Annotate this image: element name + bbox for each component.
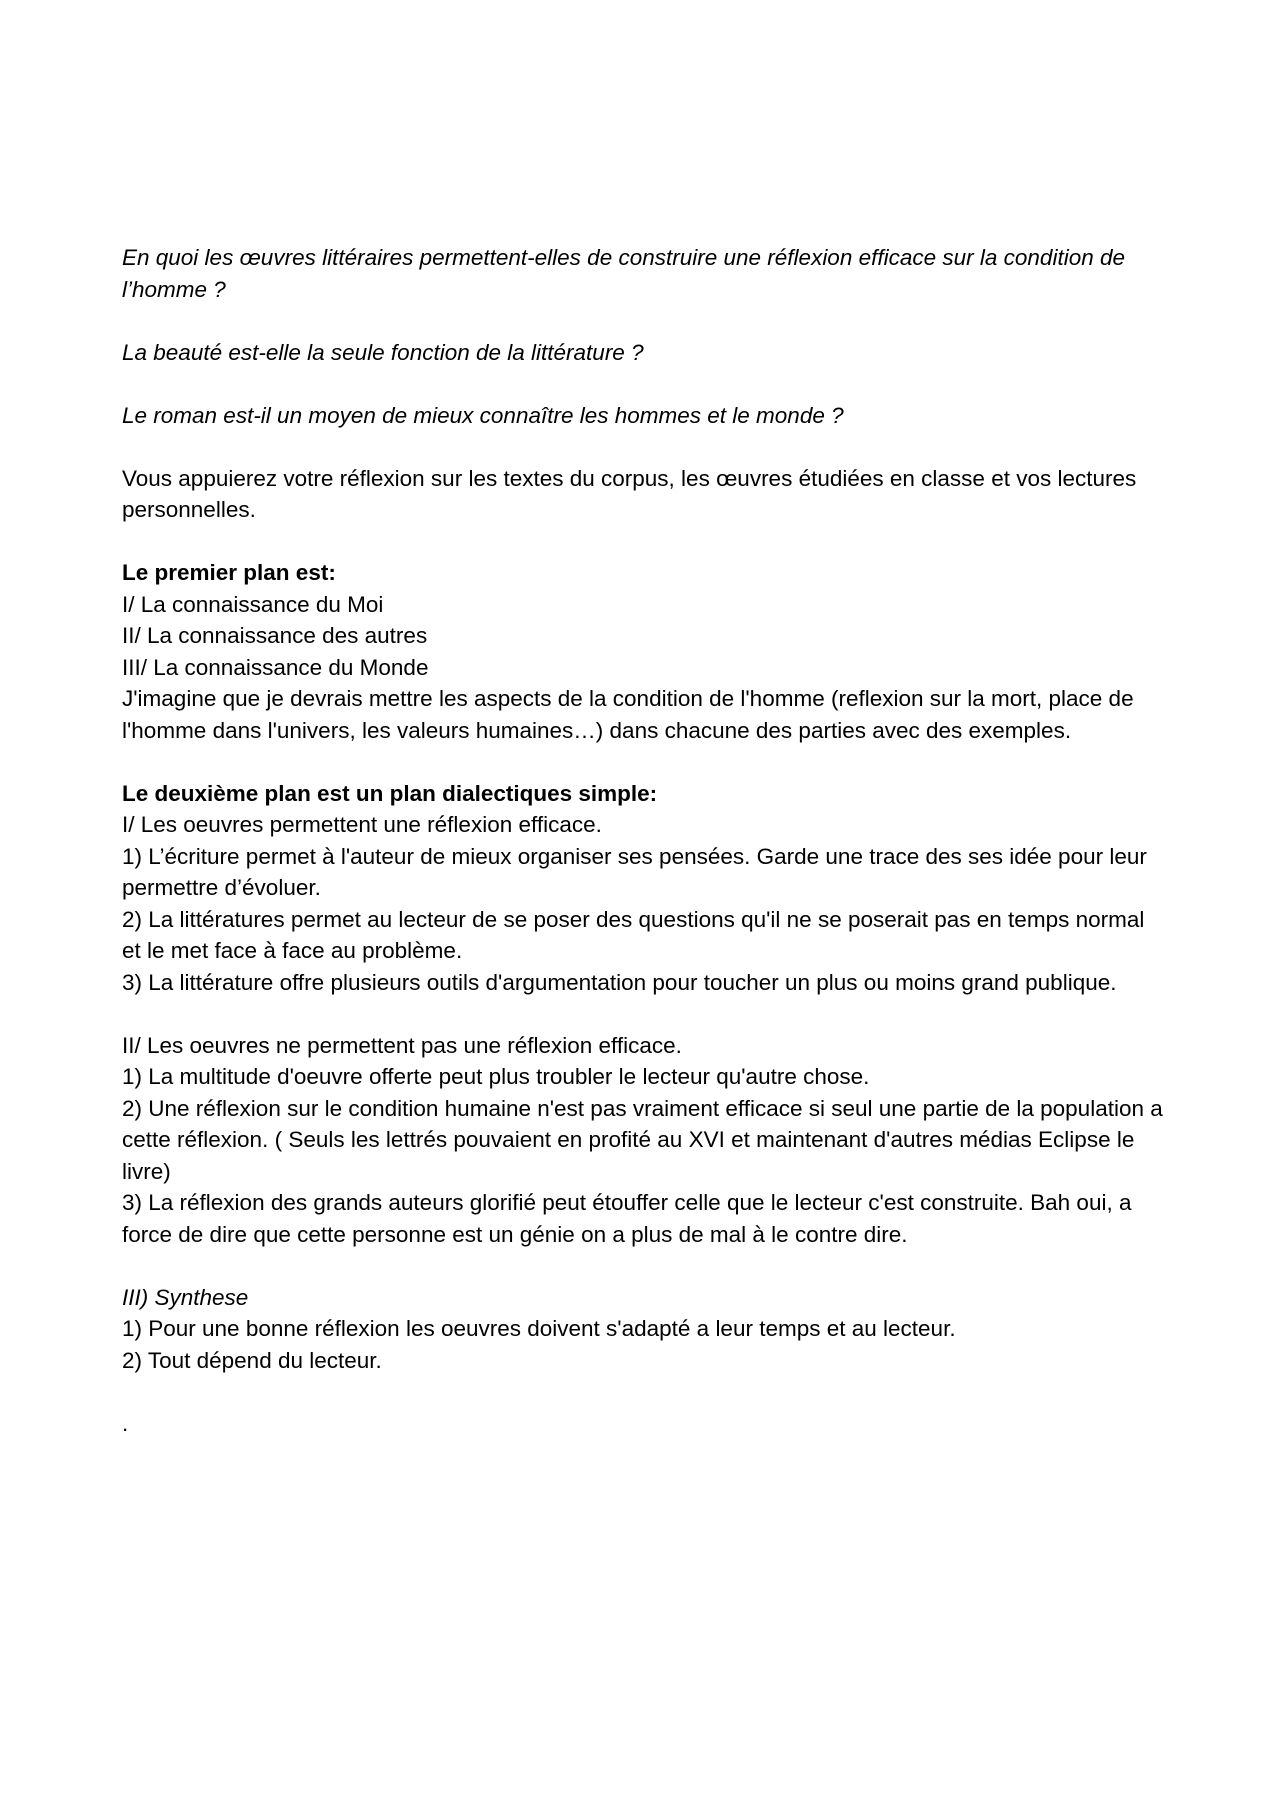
spacer <box>122 998 1167 1030</box>
spacer <box>122 1376 1167 1408</box>
question-3: Le roman est-il un moyen de mieux connaître les hommes et le monde ? <box>122 402 844 428</box>
plan1-item: III/ La connaissance du Monde <box>122 654 429 680</box>
spacer <box>122 431 1167 463</box>
spacer <box>122 746 1167 778</box>
spacer <box>122 305 1167 337</box>
plan2-part1-point: 2) La littératures permet au lecteur de se poser des questions qu'il ne se poserait pas en temps normal et le met face à face au problème. <box>122 906 1145 963</box>
plan1-item: II/ La connaissance des autres <box>122 623 428 648</box>
question-1: En quoi les œuvres littéraires permettent-elles de construire une réflexion efficace sur la condition de l’homme ? <box>122 245 1125 302</box>
spacer <box>122 1250 1167 1282</box>
plan1-note: J'imagine que je devrais mettre les aspects de la condition de l'homme (reflexion sur la mort, place de l'homme dans l'univers, les valeurs humaines…) dans chacune des parties avec des exemples. <box>122 686 1134 743</box>
plan2-part2-point: 3) La réflexion des grands auteurs glorifié peut étouffer celle que le lecteur c'est construite. Bah oui, a force de dire que cette personne est un génie on a plus de mal à le contre dire. <box>122 1190 1132 1247</box>
plan2-part2-point: 2) Une réflexion sur le condition humaine n'est pas vraiment efficace si seul une partie de la population a cette réflexion. ( Seuls les lettrés pouvaient en profité au XVI et maintenant d'autres médias Eclipse le livre) <box>122 1095 1163 1184</box>
plan2-part2-point: 1) La multitude d'oeuvre offerte peut plus troubler le lecteur qu'autre chose. <box>122 1064 870 1089</box>
plan2-part3-title: III) Synthese <box>122 1284 249 1310</box>
plan2-part1-point: 3) La littérature offre plusieurs outils d'argumentation pour toucher un plus ou moins grand publique. <box>122 969 1117 995</box>
plan2-part2-title: II/ Les oeuvres ne permettent pas une réflexion efficace. <box>122 1032 682 1058</box>
plan2-part3-point: 2) Tout dépend du lecteur. <box>122 1347 382 1373</box>
spacer <box>122 526 1167 558</box>
spacer <box>122 368 1167 400</box>
plan1-item: I/ La connaissance du Moi <box>122 591 384 617</box>
plan1-heading: Le premier plan est: <box>122 560 336 585</box>
plan2-part3-point: 1) Pour une bonne réflexion les oeuvres doivent s'adapté a leur temps et au lecteur. <box>122 1316 956 1341</box>
question-2: La beauté est-elle la seule fonction de la littérature ? <box>122 339 644 365</box>
document-body <box>122 242 1167 1439</box>
plan2-part1-title: I/ Les oeuvres permettent une réflexion efficace. <box>122 812 602 837</box>
trailing-mark: . <box>122 1410 129 1436</box>
plan2-part1-point: 1) L’écriture permet à l'auteur de mieux organiser ses pensées. Garde une trace des ses idée pour leur permettre d’évoluer. <box>122 843 1147 900</box>
instruction-paragraph: Vous appuierez votre réflexion sur les textes du corpus, les œuvres étudiées en classe et vos lectures personnelles. <box>122 465 1137 522</box>
plan2-heading: Le deuxième plan est un plan dialectiques simple: <box>122 780 658 806</box>
